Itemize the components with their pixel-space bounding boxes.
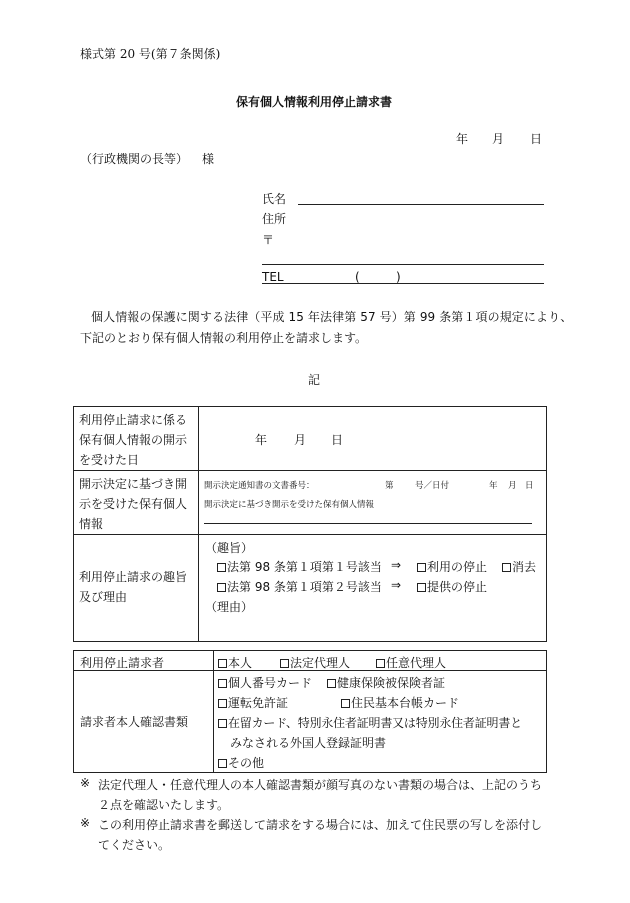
disclosed-info-label-line: 情報 xyxy=(79,517,104,531)
option-art98-1-2[interactable] xyxy=(217,578,382,595)
reason-heading: （理由） xyxy=(205,600,254,614)
option-voluntary-agent[interactable] xyxy=(376,654,446,671)
address-line[interactable] xyxy=(262,264,544,265)
checkbox-icon[interactable] xyxy=(218,679,227,688)
note-2-line-1: この利用停止請求書を郵送して請求をする場合には、加えて住民票の写しを添付し xyxy=(98,818,543,832)
option-health-insurance[interactable] xyxy=(327,674,445,691)
requester-type-cell xyxy=(214,651,547,671)
disclosed-info-caption: 開示決定に基づき開示を受けた保有個人情報 xyxy=(204,500,375,510)
form-number: 様式第 20 号(第７条関係) xyxy=(80,47,221,61)
table-row xyxy=(74,407,547,471)
notice-dai-label: 第 xyxy=(385,481,394,491)
purpose-label-line: 及び理由 xyxy=(79,590,128,604)
disclosure-date-label-cell xyxy=(74,407,199,471)
disclosed-info-label-line: 示を受けた保有個人 xyxy=(79,497,188,511)
request-details-table xyxy=(73,406,547,642)
option-label: 消去 xyxy=(512,560,537,574)
notice-doc-number-label: 開示決定通知書の文書番号： xyxy=(204,481,315,491)
note-2-line-2: てください。 xyxy=(98,838,171,852)
option-residence-card[interactable] xyxy=(218,714,522,731)
table-row xyxy=(74,471,547,535)
date-day-label: 日 xyxy=(530,132,543,146)
id-documents-cell xyxy=(214,671,547,773)
option-label: 在留カード、特別永住者証明書又は特別永住者証明書と xyxy=(228,716,522,730)
purpose-label-cell xyxy=(74,535,199,642)
name-label: 氏名 xyxy=(262,192,287,206)
checkbox-icon[interactable] xyxy=(502,563,511,572)
option-legal-agent[interactable] xyxy=(280,654,350,671)
note-1-line-2: ２点を確認いたします。 xyxy=(98,798,230,812)
purpose-cell xyxy=(199,535,547,642)
option-label: 健康保険被保険者証 xyxy=(337,676,446,690)
arrow-icon: ⇒ xyxy=(391,558,402,572)
intro-line-2: 下記のとおり保有個人情報の利用停止を請求します。 xyxy=(80,331,368,345)
option-stop-provision[interactable] xyxy=(417,578,487,595)
postal-label: 〒 xyxy=(262,233,275,247)
notice-day-label: 日 xyxy=(525,481,534,491)
notice-year-label: 年 xyxy=(489,481,498,491)
addressee-suffix: 様 xyxy=(202,152,215,166)
option-label: 任意代理人 xyxy=(386,656,447,670)
requester-type-label-cell xyxy=(74,651,214,671)
disclosure-year-label: 年 xyxy=(255,433,268,447)
option-label: 法定代理人 xyxy=(290,656,351,670)
option-label: 利用の停止 xyxy=(427,560,488,574)
note-mark: ※ xyxy=(80,776,91,790)
tel-label: TEL xyxy=(262,270,284,284)
table-row xyxy=(74,671,547,773)
disclosed-info-cell[interactable] xyxy=(199,471,547,535)
notice-go-date-label: 号／日付 xyxy=(415,481,450,491)
option-label: 運転免許証 xyxy=(228,696,289,710)
checkbox-icon[interactable] xyxy=(218,659,227,668)
purpose-label-line: 利用停止請求の趣旨 xyxy=(79,570,188,584)
option-label: 本人 xyxy=(228,656,253,670)
option-erase[interactable] xyxy=(502,558,536,575)
intro-line-1: 個人情報の保護に関する法律（平成 15 年法律第 57 号）第 99 条第１項の規定により、 xyxy=(91,310,573,324)
option-stop-use[interactable] xyxy=(417,558,487,575)
checkbox-icon[interactable] xyxy=(327,679,336,688)
notice-month-label: 月 xyxy=(508,481,517,491)
disclosed-info-label-cell xyxy=(74,471,199,535)
checkbox-icon[interactable] xyxy=(376,659,385,668)
requester-verification-table xyxy=(73,650,547,773)
addressee: （行政機関の長等） xyxy=(80,152,189,166)
checkbox-icon[interactable] xyxy=(217,583,226,592)
option-label: 個人番号カード xyxy=(228,676,313,690)
option-label: 法第 98 条第１項第２号該当 xyxy=(227,580,382,594)
note-mark: ※ xyxy=(80,816,91,830)
page-title: 保有個人情報利用停止請求書 xyxy=(236,95,393,109)
purpose-heading: （趣旨） xyxy=(205,541,254,555)
table-row xyxy=(74,651,547,671)
tel-paren-close: ) xyxy=(396,270,401,284)
option-resident-card[interactable] xyxy=(341,694,459,711)
name-line[interactable] xyxy=(298,204,544,205)
checkbox-icon[interactable] xyxy=(280,659,289,668)
date-month-label: 月 xyxy=(492,132,505,146)
requester-type-label: 利用停止請求者 xyxy=(80,656,165,670)
disclosure-date-label-line: 保有個人情報の開示 xyxy=(79,433,188,447)
option-label: 住民基本台帳カード xyxy=(351,696,460,710)
checkbox-icon[interactable] xyxy=(218,719,227,728)
checkbox-icon[interactable] xyxy=(218,759,227,768)
option-label: 提供の停止 xyxy=(427,580,488,594)
checkbox-icon[interactable] xyxy=(417,583,426,592)
disclosure-month-label: 月 xyxy=(294,433,307,447)
option-self[interactable] xyxy=(218,654,252,671)
option-mynumber-card[interactable] xyxy=(218,674,312,691)
option-label: 法第 98 条第１項第１号該当 xyxy=(227,560,382,574)
checkbox-icon[interactable] xyxy=(341,699,350,708)
checkbox-icon[interactable] xyxy=(218,699,227,708)
disclosed-info-label-line: 開示決定に基づき開 xyxy=(79,477,188,491)
option-art98-1-1[interactable] xyxy=(217,558,382,575)
disclosure-date-label-line: を受けた日 xyxy=(79,453,140,467)
tel-paren-open: ( xyxy=(355,270,360,284)
tel-line[interactable] xyxy=(262,283,544,284)
disclosed-info-line[interactable] xyxy=(204,523,532,524)
date-year-label: 年 xyxy=(456,132,469,146)
note-1-line-1: 法定代理人・任意代理人の本人確認書類が顔写真のない書類の場合は、上記のうち xyxy=(98,778,543,792)
disclosure-day-label: 日 xyxy=(331,433,344,447)
ki-label: 記 xyxy=(308,373,321,387)
checkbox-icon[interactable] xyxy=(217,563,226,572)
arrow-icon: ⇒ xyxy=(391,578,402,592)
option-label: その他 xyxy=(228,756,265,770)
checkbox-icon[interactable] xyxy=(417,563,426,572)
table-row xyxy=(74,535,547,642)
residence-card-continued: みなされる外国人登録証明書 xyxy=(230,736,387,750)
option-drivers-license[interactable] xyxy=(218,694,288,711)
id-documents-label-cell xyxy=(74,671,214,773)
id-documents-label: 請求者本人確認書類 xyxy=(80,715,189,729)
purpose-label xyxy=(79,567,187,607)
option-other[interactable] xyxy=(218,754,264,771)
disclosure-date-cell[interactable] xyxy=(199,407,547,471)
disclosure-date-label-line: 利用停止請求に係る xyxy=(79,413,188,427)
address-label: 住所 xyxy=(262,212,287,226)
